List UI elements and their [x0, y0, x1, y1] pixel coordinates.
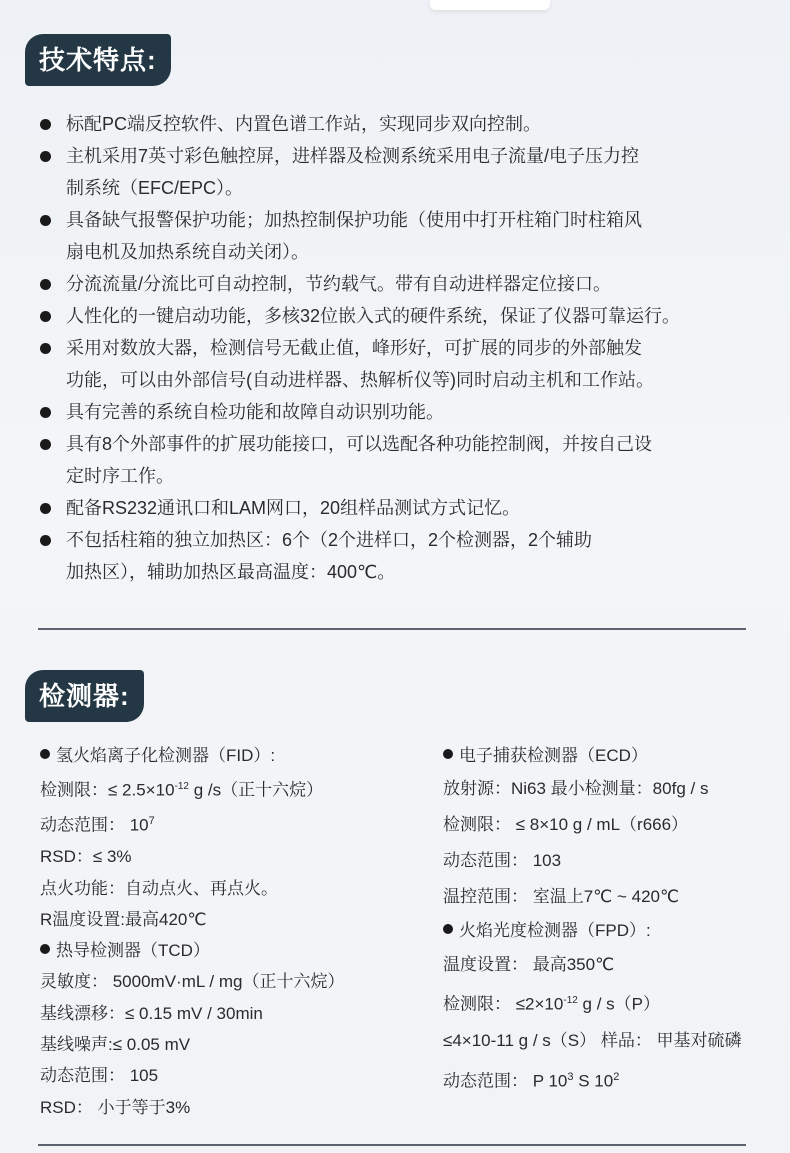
top-decoration: [430, 0, 550, 10]
fpd-limit: 检测限： $\le 2\times 10^{-12}$ g / s（P）: [443, 994, 660, 1014]
list-item: 具有8个外部事件的扩展功能接口，可以选配各种功能控制阀，并按自己设 定时序工作。: [40, 428, 760, 492]
ecd-range: 动态范围： 103: [443, 851, 562, 871]
fid-limit: 检测限：≤ $2.5\times 10^{-12}$ g /s（正十六烷）: [40, 780, 324, 800]
list-item: 具有完善的系统自检功能和故障自动识别功能。: [40, 396, 760, 428]
tcd-noise: 基线噪声:≤ 0.05 mV: [40, 1034, 191, 1054]
list-item: 采用对数放大器，检测信号无截止值，峰形好，可扩展的同步的外部触发 功能，可以由外部信号(自动进样器、热解析仪等)同时启动主机和工作站。: [40, 332, 760, 396]
fid-range: 动态范围： $10^7$: [40, 815, 155, 835]
fpd-temp: 温度设置： 最高350℃: [443, 955, 615, 975]
tcd-sensitivity: 灵敏度： 5000mV·mL / mg（正十六烷）: [40, 972, 345, 992]
ecd-source: 放射源：Ni63 最小检测量：80fg / s: [443, 779, 709, 799]
list-item: 主机采用7英寸彩色触控屏，进样器及检测系统采用电子流量/电子压力控 制系统（EFC/EPC）。: [40, 140, 760, 204]
detector-column-left: [40, 740, 344, 1123]
detector-column-right: [443, 740, 742, 1100]
ecd-temp: 温控范围： 室温上7℃ ~ 420℃: [443, 887, 680, 907]
section-divider-bottom: [38, 1144, 746, 1146]
fid-ignite: 点火功能：自动点火、再点火。: [40, 878, 278, 898]
tcd-title: 热导检测器（TCD）: [40, 935, 344, 966]
list-item: 人性化的一键启动功能，多核32位嵌入式的硬件系统，保证了仪器可靠运行。: [40, 300, 760, 332]
fpd-title: 火焰光度检测器（FPD）:: [443, 915, 742, 947]
tcd-rsd: RSD： 小于等于3%: [40, 1097, 191, 1117]
fpd-limit-s: ≤4×10-11 g / s（S） 样品： 甲基对硫磷: [443, 1030, 742, 1050]
feature-list: [40, 108, 760, 588]
section-title-features: 技术特点:: [25, 34, 171, 86]
ecd-title: 电子捕获检测器（ECD）: [443, 740, 742, 771]
fpd-range: 动态范围： P $10^3$ S $10^2$: [443, 1070, 620, 1091]
tcd-range: 动态范围： 105: [40, 1066, 159, 1086]
list-item: 不包括柱箱的独立加热区：6个（2个进样口，2个检测器，2个辅助 加热区），辅助加热区最高温度：400℃。: [40, 524, 760, 588]
fid-title: 氢火焰离子化检测器（FID）:: [40, 740, 344, 771]
section-divider: [38, 628, 746, 630]
list-item: 标配PC端反控软件、内置色谱工作站，实现同步双向控制。: [40, 108, 760, 140]
fid-temp: R温度设置:最高420℃: [40, 909, 207, 929]
list-item: 分流流量/分流比可自动控制，节约载气。带有自动进样器定位接口。: [40, 268, 760, 300]
fid-rsd: RSD：≤ 3%: [40, 847, 132, 867]
list-item: 配备RS232通讯口和LAM网口，20组样品测试方式记忆。: [40, 492, 760, 524]
section-title-detectors: 检测器:: [25, 670, 144, 722]
ecd-limit: 检测限： ≤ 8×10 g / mL（r666）: [443, 815, 689, 835]
tcd-drift: 基线漂移：≤ 0.15 mV / 30min: [40, 1003, 263, 1023]
list-item: 具备缺气报警保护功能；加热控制保护功能（使用中打开柱箱门时柱箱风 扇电机及加热系统自动关闭）。: [40, 204, 760, 268]
